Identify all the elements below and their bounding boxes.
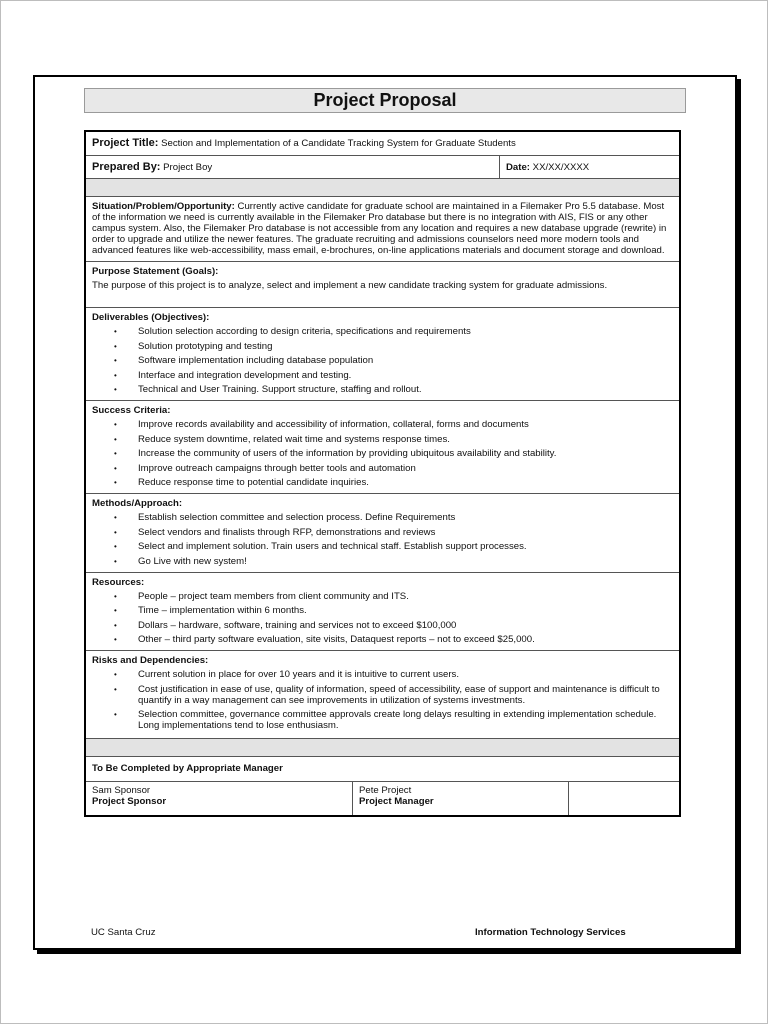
success-section bbox=[86, 401, 679, 494]
sponsor-name: Sam Sponsor bbox=[92, 785, 151, 796]
list-item: • Solution prototyping and testing bbox=[92, 341, 673, 352]
prepared-by-value: Project Boy bbox=[163, 162, 213, 173]
list-item: • Other – third party software evaluation, site visits, Dataquest reports – not to exceed $25,000. bbox=[92, 634, 673, 645]
shaded-separator bbox=[86, 179, 679, 197]
date-cell bbox=[500, 156, 595, 178]
risks-section bbox=[86, 651, 679, 739]
shaded-separator bbox=[86, 739, 679, 757]
list-item: • People – project team members from client community and ITS. bbox=[92, 591, 673, 602]
prepared-by-cell bbox=[86, 156, 500, 178]
manager-label: To Be Completed by Appropriate Manager bbox=[92, 763, 283, 774]
blank-signature-cell bbox=[569, 782, 679, 815]
risks-label: Risks and Dependencies: bbox=[92, 655, 209, 666]
document-page bbox=[33, 75, 737, 950]
deliverables-list bbox=[92, 326, 673, 395]
sponsor-role: Project Sponsor bbox=[92, 796, 167, 807]
list-item: • Go Live with new system! bbox=[92, 556, 673, 567]
resources-label: Resources: bbox=[92, 576, 145, 588]
risks-list bbox=[92, 669, 673, 731]
list-item: • Select vendors and finalists through RFP, demonstrations and reviews bbox=[92, 527, 673, 538]
list-item: • Increase the community of users of the information by providing ubiquitous availability and stability. bbox=[92, 448, 673, 459]
success-list bbox=[92, 419, 673, 488]
methods-list bbox=[92, 512, 673, 567]
signature-row bbox=[86, 782, 679, 815]
list-item: • Selection committee, governance committee approvals create long delays resulting in extending implementation schedule. Long implementations tend to lose enthusiasm. bbox=[92, 709, 673, 731]
project-title-row bbox=[86, 132, 679, 156]
situation-section bbox=[86, 197, 679, 262]
list-item: • Cost justification in ease of use, quality of information, speed of accessibility, ease of support and maintenance is difficult to quantify in a way management can see improvements in utilization of systems investments. bbox=[92, 684, 673, 706]
project-title-value: Section and Implementation of a Candidate Tracking System for Graduate Students bbox=[161, 138, 516, 149]
manager-cell bbox=[353, 782, 569, 815]
proposal-form bbox=[84, 130, 681, 817]
prepared-by-label: Prepared By: bbox=[92, 161, 161, 173]
footer-left: UC Santa Cruz bbox=[91, 927, 156, 938]
footer-right: Information Technology Services bbox=[475, 927, 626, 938]
methods-label: Methods/Approach: bbox=[92, 498, 183, 509]
prepared-by-row bbox=[86, 156, 679, 179]
manager-name: Pete Project bbox=[359, 785, 412, 796]
page-title: Project Proposal bbox=[84, 88, 686, 113]
date-value: XX/XX/XXXX bbox=[532, 162, 590, 173]
list-item: • Solution selection according to design criteria, specifications and requirements bbox=[92, 326, 673, 337]
date-label: Date: bbox=[506, 162, 530, 173]
project-title-label: Project Title: bbox=[92, 137, 159, 149]
list-item: • Improve records availability and accessibility of information, collateral, forms and documents bbox=[92, 419, 673, 430]
list-item: • Current solution in place for over 10 years and it is intuitive to current users. bbox=[92, 669, 673, 680]
deliverables-label: Deliverables (Objectives): bbox=[92, 312, 210, 323]
methods-section bbox=[86, 494, 679, 573]
list-item: • Interface and integration development and testing. bbox=[92, 370, 673, 381]
manager-role: Project Manager bbox=[359, 796, 434, 807]
manager-row bbox=[86, 757, 679, 782]
list-item: • Reduce system downtime, related wait time and systems response times. bbox=[92, 434, 673, 445]
list-item: • Select and implement solution. Train users and technical staff. Establish support processes. bbox=[92, 541, 673, 552]
purpose-text: The purpose of this project is to analyze, select and implement a new candidate tracking system for graduate admissions. bbox=[92, 280, 608, 291]
situation-text: Currently active candidate for graduate school are maintained in a Filemaker Pro 5.5 database. Most of the information we need is currently available in the Filemaker Pro database but there is no integration with AIS, FIS or any other campus system. Also, the Filemaker Pro database is not accessible from any location and requires a new database upgrade (rewrite) in order to upgrade and utilize the newer features. The graduate recruiting and admissions counselors need more modern tools and advanced features like web-accessibility, mass email, e-brochures, on-line applications materials and document storage and download. bbox=[92, 201, 667, 256]
resources-section bbox=[86, 573, 679, 652]
list-item: • Establish selection committee and selection process. Define Requirements bbox=[92, 512, 673, 523]
resources-list bbox=[92, 591, 673, 646]
deliverables-section bbox=[86, 308, 679, 401]
list-item: • Software implementation including database population bbox=[92, 355, 673, 366]
list-item: • Improve outreach campaigns through better tools and automation bbox=[92, 463, 673, 474]
list-item: • Technical and User Training. Support structure, staffing and rollout. bbox=[92, 384, 673, 395]
list-item: • Dollars – hardware, software, training and services not to exceed $100,000 bbox=[92, 620, 673, 631]
purpose-label: Purpose Statement (Goals): bbox=[92, 266, 219, 277]
sponsor-cell bbox=[86, 782, 353, 815]
situation-label: Situation/Problem/Opportunity: bbox=[92, 201, 235, 212]
success-label: Success Criteria: bbox=[92, 405, 171, 416]
list-item: • Reduce response time to potential candidate inquiries. bbox=[92, 477, 673, 488]
purpose-section bbox=[86, 262, 679, 308]
list-item: • Time – implementation within 6 months. bbox=[92, 605, 673, 616]
